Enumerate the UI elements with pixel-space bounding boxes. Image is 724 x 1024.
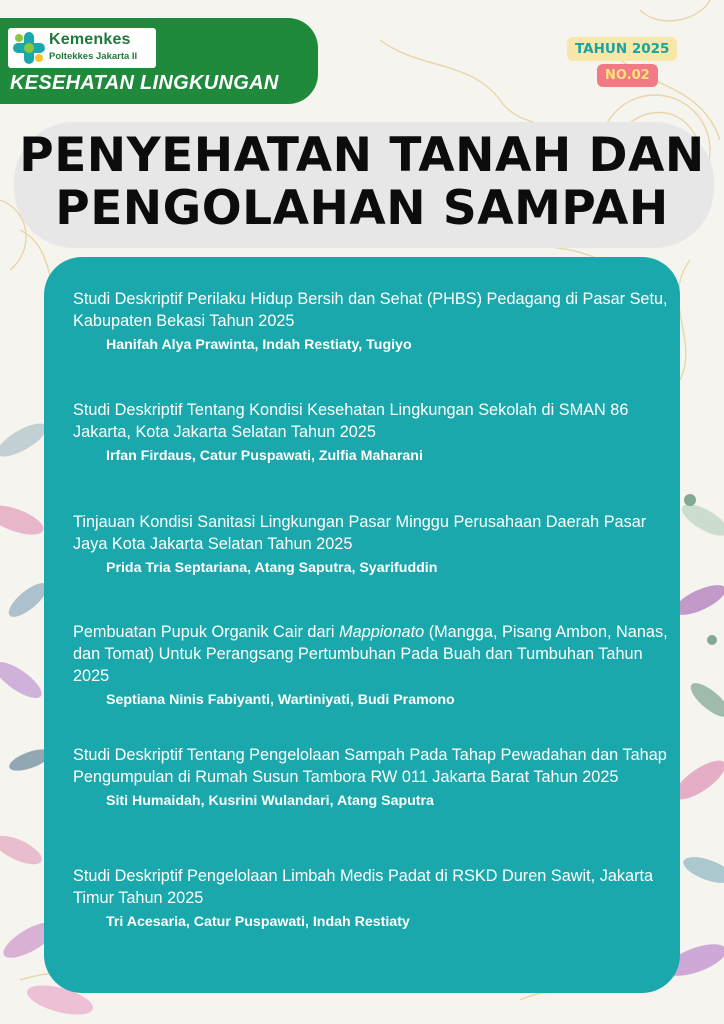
department-name: KESEHATAN LINGKUNGAN [10, 72, 279, 94]
logo-subtitle: Poltekkes Jakarta II [49, 51, 138, 62]
publication-title-part: (Mangga, Pisang Ambon, Nanas, dan Tomat) Untuk Perangsang Pertumbuhan Pada Buah dan Tumbuhan Tahun 2025 [73, 623, 668, 685]
logo-name: Kemenkes [49, 31, 131, 48]
year-badge: TAHUN 2025 [567, 37, 677, 61]
publication-entry [73, 288, 673, 353]
publication-entry [73, 399, 673, 464]
publication-title [73, 621, 673, 687]
publication-authors: Irfan Firdaus, Catur Puspawati, Zulfia Maharani [106, 448, 423, 464]
publication-entry [73, 865, 673, 930]
publication-title: Tinjauan Kondisi Sanitasi Lingkungan Pasar Minggu Perusahaan Daerah Pasar Jaya Kota Jakarta Selatan Tahun 2025 [73, 513, 647, 553]
publication-title: Studi Deskriptif Tentang Kondisi Kesehatan Lingkungan Sekolah di SMAN 86 Jakarta, Kota Jakarta Selatan Tahun 2025 [73, 401, 629, 441]
publication-list-panel [44, 257, 680, 993]
issue-number-badge: NO.02 [597, 64, 658, 87]
publication-title-italic: Mappionato [339, 623, 425, 641]
publication-entry [73, 744, 673, 809]
publication-title-part: Pembuatan Pupuk Organik Cair dari [73, 623, 340, 641]
publication-entry [73, 621, 673, 708]
publication-entry [73, 511, 673, 576]
publication-authors: Siti Humaidah, Kusrini Wulandari, Atang Saputra [106, 793, 434, 809]
publication-authors: Tri Acesaria, Catur Puspawati, Indah Restiaty [106, 914, 410, 930]
kemenkes-logo [8, 28, 156, 68]
publication-authors: Septiana Ninis Fabiyanti, Wartiniyati, Budi Pramono [106, 692, 455, 708]
publication-authors: Prida Tria Septariana, Atang Saputra, Syarifuddin [106, 560, 438, 576]
publication-title: Studi Deskriptif Tentang Pengelolaan Sampah Pada Tahap Pewadahan dan Tahap Pengumpulan di Rumah Susun Tambora RW 011 Jakarta Barat Tahun 2025 [73, 746, 667, 786]
page-title-line-2: PENGOLAHAN SAMPAH [55, 181, 669, 236]
publication-title: Studi Deskriptif Perilaku Hidup Bersih dan Sehat (PHBS) Pedagang di Pasar Setu, Kabupaten Bekasi Tahun 2025 [73, 290, 668, 330]
kemenkes-logo-icon [11, 31, 47, 65]
publication-title: Studi Deskriptif Pengelolaan Limbah Medis Padat di RSKD Duren Sawit, Jakarta Timur Tahun 2025 [73, 867, 654, 907]
publication-authors: Hanifah Alya Prawinta, Indah Restiaty, Tugiyo [106, 337, 412, 353]
page-title-line-1: PENYEHATAN TANAH DAN [19, 128, 705, 183]
header-tab [0, 18, 318, 104]
